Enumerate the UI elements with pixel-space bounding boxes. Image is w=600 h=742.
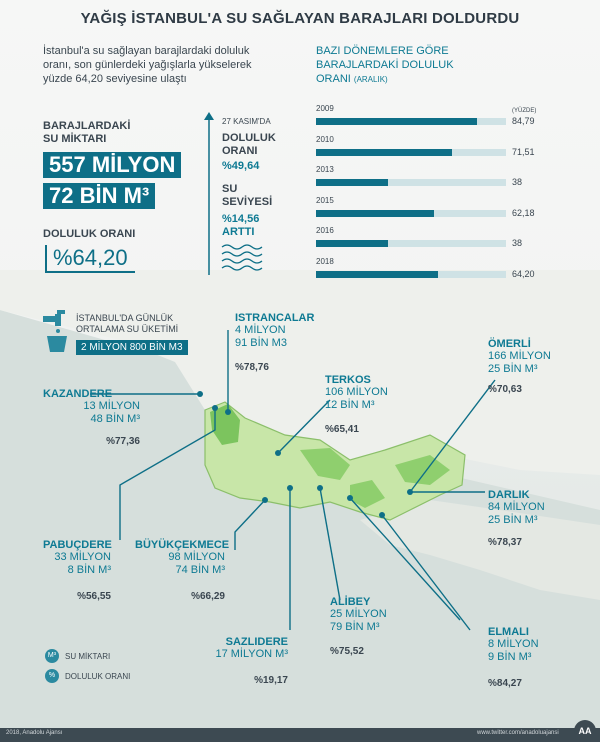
waves-icon <box>220 242 270 272</box>
water-level-label-line: SU <box>222 183 238 195</box>
daily-label-line: İSTANBUL'DA GÜNLÜK <box>76 313 174 323</box>
dam-pabucdere <box>43 539 111 602</box>
dam-volume: 91 BİN M3 <box>235 337 287 349</box>
aa-logo: AA <box>574 720 596 742</box>
footer-twitter-link[interactable]: www.twitter.com/anadoluajansi <box>477 730 559 736</box>
daily-value: 2 MİLYON 800 BİN M3 <box>76 340 188 355</box>
legend-m3-symbol: M³ <box>45 649 59 663</box>
history-bar <box>316 271 438 278</box>
dam-percent: %66,29 <box>191 591 225 602</box>
nov27-value: %49,64 <box>222 160 260 172</box>
dam-percent: %77,36 <box>106 436 140 447</box>
dam-name: KAZANDERE <box>43 388 113 400</box>
legend-pct-symbol: % <box>45 669 59 683</box>
daily-label-line: ORTALAMA SU ÜKETİMİ <box>76 324 179 334</box>
dam-name: DARLIK <box>488 489 530 501</box>
dam-istrancalar <box>235 312 314 373</box>
dam-buyukcekmece <box>135 539 230 602</box>
dam-name: ELMALI <box>488 626 529 638</box>
nov27-label-line: ORANI <box>222 145 258 157</box>
history-bar <box>316 149 452 156</box>
nov27-date: 27 KASIM'DA <box>222 117 271 126</box>
dam-name: ÖMERLİ <box>488 338 531 350</box>
history-bar-year: 2015 <box>316 195 334 205</box>
intro-text <box>43 44 293 86</box>
history-title-note: (ARALIK) <box>353 75 388 84</box>
intro-line: İstanbul'a su sağlayan barajlardaki doluluk <box>43 45 250 57</box>
water-level-rise: ARTTI <box>222 226 255 238</box>
history-bar-year: 2010 <box>316 134 334 144</box>
history-bar-row <box>316 165 596 187</box>
history-bar-row <box>316 195 596 218</box>
dam-percent: %84,27 <box>488 678 522 689</box>
dam-terkos <box>325 374 388 435</box>
history-bar-row <box>316 226 596 248</box>
history-bar-row <box>316 134 596 157</box>
dam-percent: %19,17 <box>254 675 288 686</box>
history-bar <box>316 210 434 217</box>
history-bar-value: 71,51 <box>512 146 535 157</box>
history-bar-year: 2018 <box>316 256 334 266</box>
water-tap-icon <box>43 310 71 352</box>
dam-name: SAZLIDERE <box>225 636 288 648</box>
history-bar-year: 2016 <box>316 226 334 235</box>
dam-name: ISTRANCALAR <box>235 312 315 324</box>
dam-darlik <box>488 489 545 548</box>
water-amount-label-line: BARAJLARDAKİ <box>43 120 131 132</box>
dam-volume: 8 MİLYON <box>488 638 539 650</box>
history-bar <box>316 179 388 186</box>
history-bar-year: 2009 <box>316 104 334 113</box>
dam-volume: 33 MİLYON <box>54 551 111 563</box>
dam-volume: 106 MİLYON <box>325 386 388 398</box>
history-title-line: BARAJLARDAKİ DOLULUK <box>316 59 454 71</box>
dam-percent: %75,52 <box>330 646 364 657</box>
dam-volume: 48 BİN M³ <box>90 413 140 425</box>
dam-alibey <box>330 596 387 657</box>
water-amount-value-1: 557 MİLYON <box>43 152 181 178</box>
history-bar <box>316 118 477 125</box>
dam-volume: 17 MİLYON M³ <box>215 648 288 660</box>
dam-elmali <box>488 626 539 689</box>
dam-volume: 13 MİLYON <box>83 400 140 412</box>
dam-name: TERKOS <box>325 374 371 386</box>
dam-percent: %56,55 <box>77 591 111 602</box>
nov27-label-line: DOLULUK <box>222 132 276 144</box>
history-bar <box>316 240 388 247</box>
dam-name: BÜYÜKÇEKMECE <box>135 539 230 551</box>
dam-volume: 84 MİLYON <box>488 501 545 513</box>
dam-volume: 98 MİLYON <box>168 551 225 563</box>
history-unit: (YÜZDE) <box>512 108 537 114</box>
dam-volume: 25 BİN M³ <box>488 363 538 375</box>
history-title-text: ORANI <box>316 73 351 85</box>
dam-volume: 4 MİLYON <box>235 324 286 336</box>
history-title-line: BAZI DÖNEMLERE GÖRE <box>316 45 449 57</box>
history-bar-value: 62,18 <box>512 207 535 218</box>
history-bar-value: 84,79 <box>512 116 535 126</box>
nov27-label <box>222 132 276 158</box>
legend-m3-label: SU MİKTARI <box>65 651 111 661</box>
dam-volume: 25 MİLYON <box>330 608 387 620</box>
intro-line: yüzde 64,20 seviyesine ulaştı <box>43 73 187 85</box>
dam-omerli <box>488 338 551 395</box>
water-level-percent: %14,56 <box>222 213 260 225</box>
water-level-label <box>222 183 272 209</box>
dam-name: PABUÇDERE <box>43 539 112 551</box>
dam-name: ALİBEY <box>330 596 371 608</box>
dam-volume: 74 BİN M³ <box>175 564 225 576</box>
dam-percent: %78,76 <box>235 362 269 373</box>
dam-percent: %70,63 <box>488 384 522 395</box>
fill-rate-value: %64,20 <box>45 245 135 273</box>
dam-percent: %78,37 <box>488 537 522 548</box>
history-bar-row <box>316 256 596 279</box>
water-level-value <box>222 213 259 239</box>
dam-sazlidere <box>215 636 288 686</box>
history-title-line <box>316 72 454 87</box>
dam-volume: 79 BİN M³ <box>330 621 380 633</box>
dam-volume: 9 BİN M³ <box>488 651 532 663</box>
history-bar-row <box>316 104 596 126</box>
water-amount-label <box>43 120 130 146</box>
dam-percent: %65,41 <box>325 424 359 435</box>
footer-credit: 2018, Anadolu Ajansı <box>6 730 63 736</box>
history-bar-value: 38 <box>512 177 523 187</box>
history-bar-value: 64,20 <box>512 268 535 279</box>
dam-kazandere <box>43 388 140 447</box>
water-amount-value-2: 72 BİN M³ <box>43 183 155 209</box>
dam-volume: 8 BİN M³ <box>67 564 111 576</box>
legend-fill-rate <box>45 669 130 683</box>
fill-rate-label: DOLULUK ORANI <box>43 228 136 240</box>
legend-water-amount <box>45 649 110 663</box>
rise-arrow-icon <box>204 112 214 277</box>
history-title <box>316 44 454 87</box>
dam-volume: 12 BİN M³ <box>325 399 375 411</box>
water-level-label-line: SEVİYESİ <box>222 196 273 208</box>
dam-volume: 25 BİN M³ <box>488 514 538 526</box>
history-bar-value: 38 <box>512 238 523 248</box>
water-amount-label-line: SU MİKTARI <box>43 133 107 145</box>
daily-label <box>76 313 178 335</box>
page-title: YAĞIŞ İSTANBUL'A SU SAĞLAYAN BARAJLARI DOLDURDU <box>80 10 520 27</box>
legend-pct-label: DOLULUK ORANI <box>65 671 131 681</box>
history-bar-year: 2013 <box>316 165 334 174</box>
dam-volume: 166 MİLYON <box>488 350 551 362</box>
intro-line: oranı, son günlerdeki yağışlarla yükselerek <box>43 59 252 71</box>
